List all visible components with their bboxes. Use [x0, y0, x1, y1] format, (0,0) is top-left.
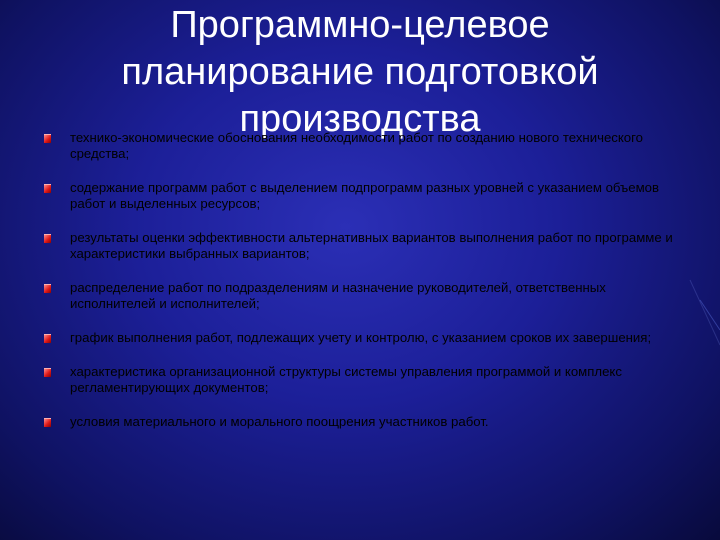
- bullet-item: [44, 364, 684, 396]
- bullet-item: [44, 130, 684, 162]
- slide-title: [40, 2, 680, 143]
- bullet-text: технико-экономические обоснования необходимости работ по созданию нового технического средства;: [70, 130, 643, 161]
- bullet-marker-icon: [44, 284, 51, 293]
- decorative-diagonal-line: [700, 300, 720, 330]
- bullet-text: содержание программ работ с выделением подпрограмм разных уровней с указанием объемов работ и выделенных ресурсов;: [70, 180, 660, 211]
- bullet-marker-icon: [44, 368, 51, 377]
- bullet-marker-icon: [44, 234, 51, 243]
- bullet-item: [44, 330, 684, 346]
- title-line-1: Программно-целевое: [170, 4, 550, 46]
- bullet-marker-icon: [44, 418, 51, 427]
- bullet-marker-icon: [44, 134, 51, 143]
- bullet-list: [44, 130, 684, 430]
- bullet-item: [44, 180, 684, 212]
- bullet-text: характеристика организационной структуры системы управления программой и комплекс регламентирующих документов;: [70, 364, 622, 395]
- bullet-marker-icon: [44, 334, 51, 343]
- bullet-text: график выполнения работ, подлежащих учету и контролю, с указанием сроков их завершения;: [70, 330, 652, 345]
- bullet-marker-icon: [44, 184, 51, 193]
- bullet-item: [44, 280, 684, 312]
- title-line-3: производства: [239, 98, 481, 140]
- bullet-text: распределение работ по подразделениям и назначение руководителей, ответственных исполнителей и исполнителей;: [70, 280, 606, 311]
- bullet-item: [44, 414, 684, 430]
- title-line-2: планирование подготовкой: [121, 51, 599, 93]
- bullet-text: результаты оценки эффективности альтернативных вариантов выполнения работ по программе и характеристики выбранных вариантов;: [70, 230, 673, 261]
- decorative-diagonal-line: [690, 280, 720, 345]
- bullet-text: условия материального и морального поощрения участников работ.: [70, 414, 489, 429]
- bullet-item: [44, 230, 684, 262]
